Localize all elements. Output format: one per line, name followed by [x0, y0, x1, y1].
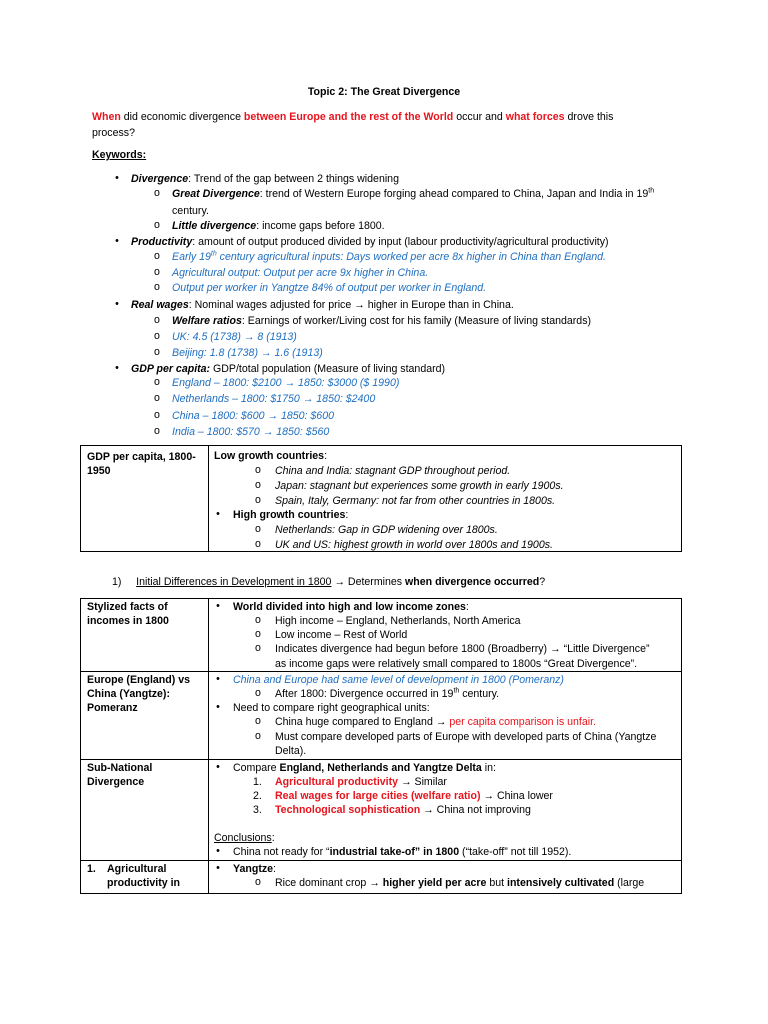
table-row [81, 446, 682, 552]
point-text: After 1800: Divergence occurred in 19 [275, 688, 454, 700]
table-cell-left [81, 599, 209, 672]
list-item [233, 508, 348, 522]
row-label: Pomeranz [87, 702, 138, 714]
term: Great Divergence [172, 188, 260, 200]
table-cell-left [81, 446, 209, 552]
term: Productivity [131, 236, 193, 248]
point-heading: World divided into high and low income zones [233, 601, 466, 613]
list-number: 3. [253, 804, 262, 816]
circle-bullet-icon: o [255, 876, 261, 888]
row-label: Agricultural [107, 863, 167, 875]
table-cell-left [81, 861, 209, 894]
superscript: th [210, 250, 217, 258]
point-emphasis: Agricultural productivity [275, 776, 399, 788]
definition: : Nominal wages adjusted for price → higher in Europe than in China. [188, 299, 514, 311]
definition: GDP/total population (Measure of living standard) [210, 363, 446, 375]
list-item [172, 250, 606, 264]
list-item: China and Europe had same level of development in 1800 (Pomeranz) [233, 674, 564, 686]
table-cell-right [209, 599, 682, 672]
point-emphasis: Real wages for large cities (welfare ratio) [275, 790, 481, 802]
row-label: incomes in 1800 [87, 615, 169, 627]
list-item [275, 775, 447, 789]
circle-bullet-icon: o [255, 494, 261, 506]
list-item: Output per worker in Yangtze 84% of output per worker in England. [172, 282, 487, 294]
list-item [214, 449, 327, 463]
section-title: Initial Differences in Development in 1800 [136, 576, 332, 588]
bullet-icon: • [115, 172, 119, 184]
circle-bullet-icon: o [255, 628, 261, 640]
page-title: Topic 2: The Great Divergence [307, 86, 461, 98]
term: Divergence [131, 173, 189, 185]
circle-bullet-icon: o [154, 392, 160, 404]
table-cell-right [209, 760, 682, 861]
point-text: in: [481, 762, 496, 774]
list-item [233, 845, 571, 859]
list-item: Spain, Italy, Germany: not far from other countries in 1800s. [275, 495, 556, 507]
table-row [81, 599, 682, 672]
point-emphasis: per capita comparison is unfair. [449, 716, 596, 728]
circle-bullet-icon: o [154, 314, 160, 326]
circle-bullet-icon: o [154, 376, 160, 388]
list-item [233, 862, 276, 876]
list-number: 2. [253, 790, 262, 802]
table-cell-right [209, 446, 682, 552]
question-emphasis: between Europe and the rest of the World [243, 111, 454, 123]
fact-text: Early 19 [172, 251, 211, 263]
bullet-icon: • [216, 761, 220, 773]
list-item [275, 687, 499, 701]
definition: : Earnings of worker/Living cost for his family (Measure of living standards) [241, 315, 592, 327]
circle-bullet-icon: o [154, 187, 160, 199]
bullet-icon: • [216, 673, 220, 685]
circle-bullet-icon: o [255, 642, 261, 654]
bullet-icon: • [115, 298, 119, 310]
section-emphasis: when divergence occurred [405, 576, 540, 588]
section-text: → Determines [331, 576, 406, 588]
row-label: Divergence [87, 776, 145, 788]
superscript: th [648, 187, 655, 195]
list-item: Japan: stagnant but experiences some growth in early 1900s. [275, 480, 564, 492]
list-item: Low income – Rest of World [275, 629, 408, 641]
question-text: occur and [453, 111, 506, 123]
row-label: Europe (England) vs [87, 674, 191, 686]
section-heading [112, 576, 545, 588]
point-text: Rice dominant crop → [275, 877, 383, 889]
circle-bullet-icon: o [154, 409, 160, 421]
circle-bullet-icon: o [154, 330, 160, 342]
point-text: but [486, 877, 508, 889]
bullet-icon: • [216, 600, 220, 612]
list-item: Netherlands – 1800: $1750 → 1850: $2400 [172, 393, 376, 405]
point-text: (large [614, 877, 645, 889]
row-label: GDP per capita, 1800- [87, 451, 196, 463]
point-heading: Yangtze [233, 863, 274, 875]
colon: : [345, 509, 349, 521]
point-text: century. [459, 688, 500, 700]
row-label: productivity in [107, 877, 180, 889]
circle-bullet-icon: o [255, 614, 261, 626]
circle-bullet-icon: o [154, 250, 160, 262]
list-item [275, 876, 644, 890]
list-item [172, 187, 654, 201]
circle-bullet-icon: o [154, 219, 160, 231]
list-item [275, 803, 531, 817]
list-item: England – 1800: $2100 → 1850: $3000 ($ 1990) [172, 377, 400, 389]
row-label: Stylized facts of [87, 601, 168, 613]
row-label: 1950 [87, 465, 111, 477]
list-item: Agricultural output: Output per acre 9x higher in China. [172, 267, 429, 279]
bullet-icon: • [216, 862, 220, 874]
point-emphasis: industrial take-of” in 1800 [329, 846, 460, 858]
list-item [275, 789, 553, 803]
circle-bullet-icon: o [154, 346, 160, 358]
bullet-icon: • [216, 701, 220, 713]
list-item-continuation: century. [172, 205, 209, 217]
circle-bullet-icon: o [255, 538, 261, 550]
colon: : [465, 601, 469, 613]
list-item: Netherlands: Gap in GDP widening over 1800s. [275, 524, 498, 536]
circle-bullet-icon: o [255, 715, 261, 727]
definition: : Trend of the gap between 2 things widening [188, 173, 399, 185]
guiding-question [92, 109, 652, 141]
table-cell-right [209, 672, 682, 760]
definition: : income gaps before 1800. [256, 220, 385, 232]
question-text: process? [92, 127, 135, 139]
point-emphasis: Technological sophistication [275, 804, 421, 816]
definition: : trend of Western Europe forging ahead compared to China, Japan and India in 19 [259, 188, 649, 200]
table-row [81, 861, 682, 894]
conclusions-label [214, 831, 275, 845]
conclusions-text: Conclusions [214, 832, 272, 844]
circle-bullet-icon: o [255, 687, 261, 699]
list-item: Must compare developed parts of Europe with developed parts of China (Yangtze [275, 731, 657, 743]
point-emphasis: England, Netherlands and Yangtze Delta [279, 762, 482, 774]
circle-bullet-icon: o [154, 266, 160, 278]
list-item: India – 1800: $570 → 1850: $560 [172, 426, 330, 438]
fact-text: century agricultural inputs: Days worked per acre 8x higher in China than England. [216, 251, 606, 263]
list-item [131, 235, 609, 249]
list-item-continuation: as income gaps were relatively small compared to 1800s “Great Divergence”. [275, 658, 638, 670]
row-number: 1. [87, 863, 96, 875]
list-number: 1. [253, 776, 262, 788]
list-item: Indicates divergence had begun before 1800 (Broadberry) → “Little Divergence” [275, 643, 650, 655]
list-item [172, 314, 591, 328]
gdp-table [80, 445, 682, 552]
bullet-icon: • [115, 235, 119, 247]
question-text: drove this [564, 111, 614, 123]
point-text: China huge compared to England → [275, 716, 450, 728]
section-text: ? [539, 576, 546, 588]
list-item [131, 172, 399, 186]
table-cell-left [81, 760, 209, 861]
development-table [80, 598, 682, 894]
circle-bullet-icon: o [154, 281, 160, 293]
point-text: → Similar [398, 776, 447, 788]
list-item [131, 362, 445, 376]
point-emphasis: higher yield per acre [382, 877, 487, 889]
table-cell-left [81, 672, 209, 760]
list-item: High income – England, Netherlands, North America [275, 615, 521, 627]
point-emphasis: intensively cultivated [507, 877, 615, 889]
question-when: When [92, 111, 121, 123]
table-row [81, 672, 682, 760]
list-item: China and India: stagnant GDP throughout period. [275, 465, 511, 477]
circle-bullet-icon: o [154, 425, 160, 437]
colon: : [273, 863, 276, 875]
colon: : [271, 832, 275, 844]
list-item: Beijing: 1.8 (1738) → 1.6 (1913) [172, 347, 323, 359]
list-item: UK and US: highest growth in world over 1800s and 1900s. [275, 539, 553, 551]
list-item [233, 600, 469, 614]
bullet-icon: • [115, 362, 119, 374]
question-emphasis: what forces [505, 111, 565, 123]
question-text: did economic divergence [120, 111, 244, 123]
colon: : [324, 450, 328, 462]
circle-bullet-icon: o [255, 464, 261, 476]
term: Little divergence [172, 220, 257, 232]
list-item: UK: 4.5 (1738) → 8 (1913) [172, 331, 297, 343]
row-label: Sub-National [87, 762, 153, 774]
point-text: China not ready for “ [233, 846, 330, 858]
circle-bullet-icon: o [255, 523, 261, 535]
list-item [131, 298, 514, 312]
group-label: Low growth countries [214, 450, 325, 462]
list-item: China – 1800: $600 → 1850: $600 [172, 410, 334, 422]
term: Welfare ratios [172, 315, 242, 327]
list-item [233, 761, 496, 775]
definition: : amount of output produced divided by input (labour productivity/agricultural productivity) [192, 236, 609, 248]
row-label: China (Yangtze): [87, 688, 170, 700]
section-number: 1) [112, 576, 122, 588]
table-row [81, 760, 682, 861]
point-text: Compare [233, 762, 280, 774]
table-cell-right [209, 861, 682, 894]
list-item [275, 715, 596, 729]
keywords-heading: Keywords: [92, 149, 147, 161]
group-label: High growth countries [233, 509, 346, 521]
point-text: → China not improving [420, 804, 531, 816]
circle-bullet-icon: o [255, 730, 261, 742]
list-item-continuation: Delta). [275, 745, 307, 757]
point-text: → China lower [480, 790, 553, 802]
circle-bullet-icon: o [255, 479, 261, 491]
term: Real wages [131, 299, 189, 311]
superscript: th [453, 687, 460, 695]
list-item: Need to compare right geographical units: [233, 702, 430, 714]
bullet-icon: • [216, 845, 220, 857]
bullet-icon: • [216, 508, 220, 520]
list-item [172, 219, 385, 233]
term: GDP per capita: [131, 363, 211, 375]
point-text: (“take-off” not till 1952). [459, 846, 572, 858]
